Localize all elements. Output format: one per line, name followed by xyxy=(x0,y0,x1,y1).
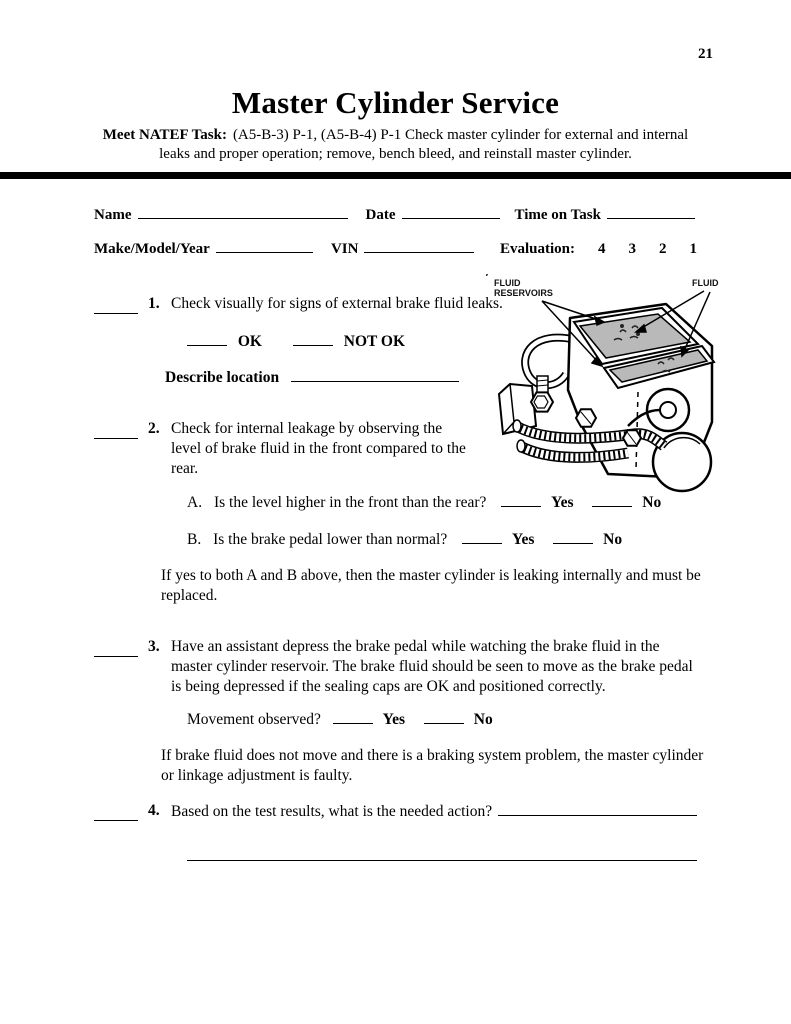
task-3-note: If brake fluid does not move and there is a braking system problem, the master cylinder or linkage adjustment is faulty. xyxy=(161,747,704,784)
question-a-no-label: No xyxy=(642,494,662,511)
master-cylinder-illustration xyxy=(486,274,740,528)
evaluation-value-2[interactable]: 2 xyxy=(659,241,667,257)
task-1-number: 1. xyxy=(148,295,160,312)
movement-no-blank[interactable] xyxy=(424,709,464,724)
task-2-question-b xyxy=(187,529,697,550)
needed-action-blank-2[interactable] xyxy=(187,846,697,861)
name-label: Name xyxy=(94,207,132,223)
make-model-year-blank[interactable] xyxy=(216,238,313,253)
task-3-text: Have an assistant depress the brake pedal while watching the brake fluid in the master cylinder reservoir. The brake fluid should be seen to move as the brake pedal is being depressed if the sealing caps are OK and positioned correctly. xyxy=(171,638,693,695)
info-row-1 xyxy=(94,204,697,225)
task-4-number: 4. xyxy=(148,802,160,819)
not-ok-label: NOT OK xyxy=(343,333,406,350)
fluid-reservoirs-label-line1: FLUID xyxy=(494,278,521,288)
ok-label: OK xyxy=(237,333,262,350)
master-cylinder-figure xyxy=(486,274,740,528)
fluid-reservoirs-label-line2: RESERVOIRS xyxy=(494,288,553,298)
task-3-completion-blank[interactable] xyxy=(94,642,138,657)
task-3-number: 3. xyxy=(148,638,160,655)
movement-yes-label: Yes xyxy=(382,711,406,728)
task-item-4 xyxy=(94,801,697,822)
task-3-question-row xyxy=(187,709,697,730)
vin-label: VIN xyxy=(330,241,359,257)
question-a-yes-label: Yes xyxy=(551,494,574,511)
question-b-text: Is the brake pedal lower than normal? xyxy=(213,531,448,548)
date-blank[interactable] xyxy=(402,204,500,219)
task-2-note: If yes to both A and B above, then the master cylinder is leaking internally and must be replaced. xyxy=(161,567,701,604)
not-ok-blank[interactable] xyxy=(293,331,333,346)
date-label: Date xyxy=(365,207,396,223)
movement-yes-blank[interactable] xyxy=(333,709,373,724)
needed-action-blank-1[interactable] xyxy=(498,801,697,816)
evaluation-value-4[interactable]: 4 xyxy=(598,241,606,257)
question-a-letter: A. xyxy=(187,494,203,511)
divider-bar xyxy=(0,172,791,179)
question-b-letter: B. xyxy=(187,531,202,548)
natef-task-statement xyxy=(0,126,791,164)
describe-location-label: Describe location xyxy=(165,369,280,386)
time-on-task-label: Time on Task xyxy=(514,207,601,223)
question-b-no-label: No xyxy=(603,531,623,548)
natef-task-label: Meet NATEF Task: xyxy=(102,127,227,143)
ok-blank[interactable] xyxy=(187,331,227,346)
vin-blank[interactable] xyxy=(364,238,474,253)
page-title: Master Cylinder Service xyxy=(231,85,560,120)
name-blank[interactable] xyxy=(138,204,348,219)
time-on-task-blank[interactable] xyxy=(607,204,695,219)
question-b-yes-blank[interactable] xyxy=(462,529,502,544)
movement-observed-question: Movement observed? xyxy=(187,711,321,728)
info-row-2 xyxy=(94,238,697,259)
task-2-number: 2. xyxy=(148,420,160,437)
task-2-text: Check for internal leakage by observing the level of brake fluid in the front compared to the rear. xyxy=(171,420,466,477)
fluid-label: FLUID xyxy=(692,278,719,288)
evaluation-value-1[interactable]: 1 xyxy=(689,241,697,257)
task-4-completion-blank[interactable] xyxy=(94,806,138,821)
question-a-text: Is the level higher in the front than the rear? xyxy=(213,494,487,511)
task-4-text: Based on the test results, what is the needed action? xyxy=(171,803,493,820)
task-item-3 xyxy=(94,637,697,697)
evaluation-value-3[interactable]: 3 xyxy=(628,241,636,257)
question-b-yes-label: Yes xyxy=(511,531,535,548)
make-model-year-label: Make/Model/Year xyxy=(94,241,210,257)
page-number: 21 xyxy=(698,46,713,62)
natef-task-text2: leaks and proper operation; remove, bench bleed, and reinstall master cylinder. xyxy=(159,146,632,162)
task-1-text: Check visually for signs of external brake fluid leaks. xyxy=(171,295,503,312)
evaluation-label: Evaluation: xyxy=(499,241,575,257)
natef-task-text1: (A5-B-3) P-1, (A5-B-4) P-1 Check master cylinder for external and internal xyxy=(232,127,689,143)
movement-no-label: No xyxy=(473,711,493,728)
task-2-completion-blank[interactable] xyxy=(94,424,138,439)
describe-location-blank[interactable] xyxy=(291,367,459,382)
question-b-no-blank[interactable] xyxy=(553,529,593,544)
task-1-completion-blank[interactable] xyxy=(94,299,138,314)
natef-task-line1 xyxy=(0,126,791,145)
